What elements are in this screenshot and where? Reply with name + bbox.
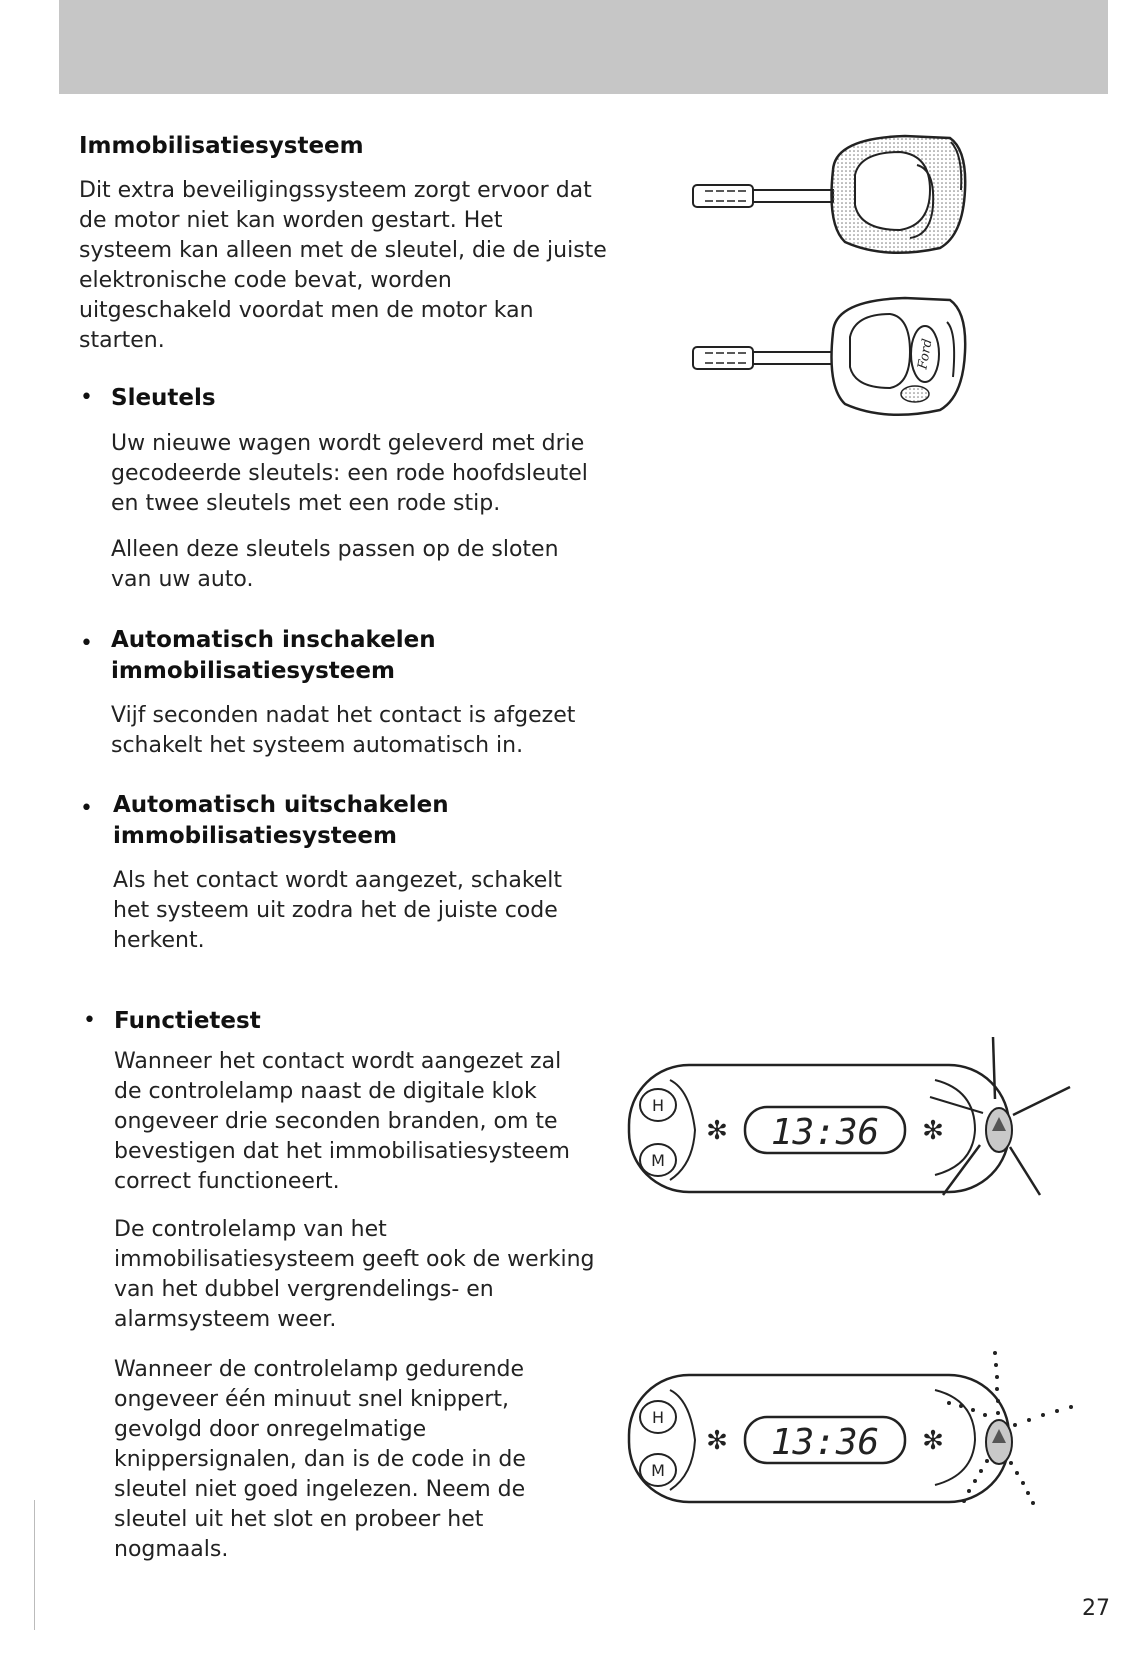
paragraph-functietest-1: Wanneer het contact wordt aangezet zal de controlelamp naast de digitale klok ongeveer drie seconden branden, om te bevestigen dat het immobilisatiesysteem correct functioneert. — [114, 1049, 570, 1194]
h-button-label: H — [651, 1408, 665, 1427]
clock-time: 13:36 — [770, 1422, 880, 1463]
paragraph-sleutels-1: Uw nieuwe wagen wordt geleverd met drie gecodeerde sleutels: een rode hoofdsleutel en twee sleutels met een rode stip. — [111, 431, 588, 516]
clock-time: 13:36 — [770, 1112, 880, 1153]
bullet-icon: • — [80, 796, 93, 821]
m-button-label: M — [651, 1461, 665, 1480]
m-button-label: M — [651, 1151, 665, 1170]
paragraph-functietest-3: Wanneer de controlelamp gedurende ongeveer één minuut snel knippert, gevolgd door onregelmatige knippersignalen, dan is de code in de sleutel niet goed ingelezen. Neem de sleutel uit het slot en probeer het nogmaals. — [114, 1357, 526, 1562]
clock-display-lamp-on — [615, 1035, 1085, 1210]
paragraph-auto-uitschakelen: Als het contact wordt aangezet, schakelt het systeem uit zodra het de juiste code herkent. — [113, 868, 563, 953]
heading-sleutels: Sleutels — [111, 385, 216, 411]
header-bar — [59, 0, 1108, 94]
key-illustration-master — [685, 130, 970, 260]
snowflake-icon: ✻ — [706, 1116, 728, 1146]
page-number: 27 — [1082, 1596, 1110, 1621]
snowflake-icon: ✻ — [922, 1426, 944, 1456]
ford-logo: Ford — [915, 337, 936, 371]
clock-display-lamp-flashing — [615, 1345, 1085, 1515]
heading-functietest: Functietest — [114, 1008, 261, 1034]
bullet-icon: • — [80, 385, 93, 410]
snowflake-icon: ✻ — [706, 1426, 728, 1456]
key-illustration-spare — [685, 292, 970, 422]
heading-auto-uitschakelen: Automatisch uitschakelen immobilisatiesysteem — [113, 792, 449, 849]
bullet-icon: • — [83, 1008, 96, 1033]
snowflake-icon: ✻ — [922, 1116, 944, 1146]
paragraph-auto-inschakelen: Vijf seconden nadat het contact is afgezet schakelt het systeem automatisch in. — [111, 703, 576, 758]
margin-line — [34, 1500, 35, 1630]
heading-auto-inschakelen: Automatisch inschakelen immobilisatiesysteem — [111, 627, 436, 684]
paragraph-sleutels-2: Alleen deze sleutels passen op de sloten van uw auto. — [111, 537, 559, 592]
section-title: Immobilisatiesysteem — [79, 133, 364, 159]
paragraph-functietest-2: De controlelamp van het immobilisatiesysteem geeft ook de werking van het dubbel vergrendelings- en alarmsysteem weer. — [114, 1217, 595, 1332]
bullet-icon: • — [80, 631, 93, 656]
h-button-label: H — [651, 1096, 665, 1115]
intro-paragraph: Dit extra beveiligingssysteem zorgt ervoor dat de motor niet kan worden gestart. Het systeem kan alleen met de sleutel, die de juiste elektronische code bevat, worden uitgeschakeld voordat men de motor kan starten. — [79, 178, 607, 353]
